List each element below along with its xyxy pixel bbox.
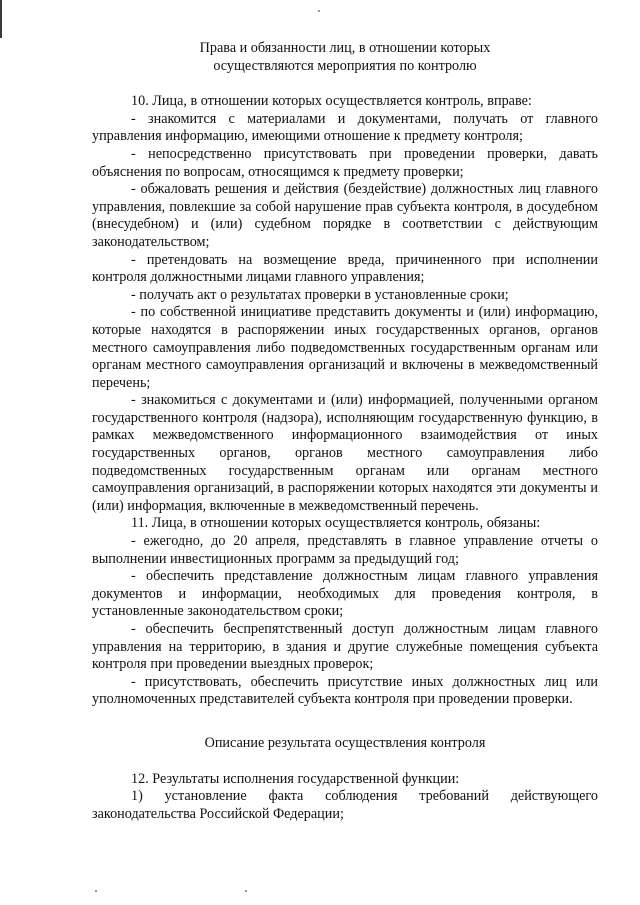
paragraph: - знакомится с материалами и документами, получать от главного управления информацию, имеющими отношение к предмету контроля; bbox=[92, 110, 598, 145]
paragraph: - ежегодно, до 20 апреля, представлять в главное управление отчеты о выполнении инвестиционных программ за предыдущий год; bbox=[92, 533, 598, 567]
paragraph: - непосредственно присутствовать при проведении проверки, давать объяснения по вопросам, относящимся к предмету проверки; bbox=[92, 145, 598, 180]
section-heading-results: Описание результата осуществления контроля bbox=[204, 734, 486, 751]
section-heading-rights bbox=[92, 40, 598, 75]
paragraph: - знакомиться с документами и (или) информацией, полученными органом государственного контроля (надзора), исполняющим государственную функцию, в рамках межведомственного информационного взаимодействия от иных государственных органов, органов местного самоуправления либо подведомственных государственным органам или органам местного самоуправления организаций, в распоряжении которых находятся эти документы и (или) информация, включенные в межведомственный перечень. bbox=[92, 392, 598, 514]
paragraph: 1) установление факта соблюдения требований действующего законодательства Российской Федерации; bbox=[92, 788, 598, 822]
paragraph: - обеспечить представление должностным лицам главного управления документов и информации, необходимых для проведения контроля, в установленные законодательством сроки; bbox=[92, 568, 598, 620]
scan-speck bbox=[245, 890, 247, 892]
paragraph: - присутствовать, обеспечить присутствие иных должностных лиц или уполномоченных представителей субъекта контроля при проведении проверки. bbox=[92, 673, 598, 708]
paragraph: 12. Результаты исполнения государственной функции: bbox=[131, 770, 460, 787]
paragraph: - обеспечить беспрепятственный доступ должностным лицам главного управления на территорию, в здания и другие служебные помещения субъекта контроля при проведении выездных проверок; bbox=[92, 621, 598, 673]
rights-obligations-section bbox=[92, 93, 598, 709]
scan-speck bbox=[318, 10, 320, 12]
paragraph: - обжаловать решения и действия (бездействие) должностных лиц главного управления, повлекшие за собой нарушение прав субъекта контроля, в досудебном (внесудебном) и (или) судебном порядке в соответствии с действующим законодательством; bbox=[92, 181, 598, 250]
scan-speck bbox=[95, 890, 97, 892]
paragraph: 10. Лица, в отношении которых осуществляется контроль, вправе: bbox=[131, 93, 532, 110]
document-body bbox=[92, 40, 598, 823]
section-heading-line: осуществляются мероприятия по контролю bbox=[213, 57, 477, 74]
section-heading-line: Права и обязанности лиц, в отношении которых bbox=[199, 40, 491, 56]
paragraph: - претендовать на возмещение вреда, причиненного при исполнении контроля должностными лицами главного управления; bbox=[92, 251, 598, 286]
paragraph: 11. Лица, в отношении которых осуществляется контроль, обязаны: bbox=[131, 515, 541, 532]
paragraph: - получать акт о результатах проверки в установленные сроки; bbox=[131, 286, 509, 303]
scan-edge-mark bbox=[0, 0, 2, 38]
results-section bbox=[92, 771, 598, 824]
paragraph: - по собственной инициативе представить документы и (или) информацию, которые находятся в распоряжении иных государственных органов, органов местного самоуправления либо подведомственных государственным органам или органам местного самоуправления организаций и включены в межведомственный перечень; bbox=[92, 304, 598, 391]
